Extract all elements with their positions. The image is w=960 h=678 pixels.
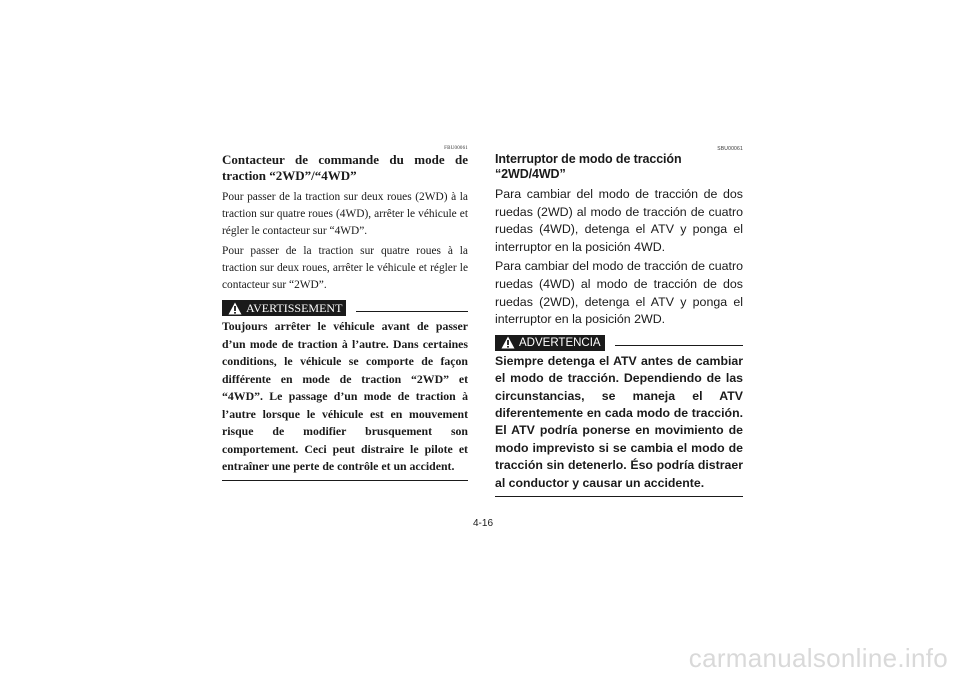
section-heading: Interruptor de modo de tracción “2WD/4WD” xyxy=(495,152,682,181)
warning-badge xyxy=(222,300,346,316)
warning-rule xyxy=(356,311,468,312)
warning-triangle-icon xyxy=(228,302,242,315)
warning-text: Toujours arrêter le véhicule avant de passer d’un mode de traction à l’autre. Dans certaines conditions, le véhicule se comporte de façon différente en mode de traction “2WD” et “4WD”. Le passage d’un mode de traction à l’autre lorsque le véhicule est en mouvement risque de modifier brusquement son comportement. Ceci peut distraire le pilote et entraîner une perte de contrôle et un accident. xyxy=(222,319,468,473)
section-heading: Contacteur de commande du mode de traction “2WD”/“4WD” xyxy=(222,152,468,183)
warning-header xyxy=(222,300,468,316)
warning-end-rule xyxy=(222,480,468,481)
watermark: carmanualsonline.info xyxy=(688,643,948,673)
warning-text: Siempre detenga el ATV antes de cambiar el modo de tracción. Dependiendo de las circunstancias, se maneja el ATV diferentemente en cada modo de tracción. El ATV podría ponerse en movimiento de modo imprevisto si se cambia el modo de tracción sin detenerlo. Éso podría distraer al conductor y causar un accidente. xyxy=(495,353,743,490)
french-column xyxy=(222,146,468,481)
warning-label: AVERTISSEMENT xyxy=(246,300,343,315)
section-code: SBU00061 xyxy=(717,146,743,152)
warning-rule xyxy=(615,345,743,346)
warning-triangle-icon xyxy=(501,336,515,349)
warning-badge xyxy=(495,335,605,351)
warning-label: ADVERTENCIA xyxy=(519,336,601,349)
body-paragraph: Para cambiar del modo de tracción de dos ruedas (2WD) al modo de tracción de cuatro ruedas (4WD), detenga el ATV y ponga el interruptor en la posición 4WD. xyxy=(495,187,743,254)
body-paragraph: Pour passer de la traction sur quatre roues à la traction sur deux roues, arrêter le véhicule et régler le contacteur sur “2WD”. xyxy=(222,245,468,291)
warning-end-rule xyxy=(495,496,743,497)
page-number: 4-16 xyxy=(472,518,493,529)
body-paragraph: Para cambiar del modo de tracción de cuatro ruedas (4WD) al modo de tracción de dos ruedas (2WD), detenga el ATV y ponga el interruptor en la posición 2WD. xyxy=(495,259,743,327)
section-code: FBU00061 xyxy=(444,146,468,151)
body-paragraph: Pour passer de la traction sur deux roues (2WD) à la traction sur quatre roues (4WD), arrêter le véhicule et régler le contacteur sur “4WD”. xyxy=(222,191,468,237)
warning-header xyxy=(495,335,743,351)
spanish-column xyxy=(495,146,743,497)
